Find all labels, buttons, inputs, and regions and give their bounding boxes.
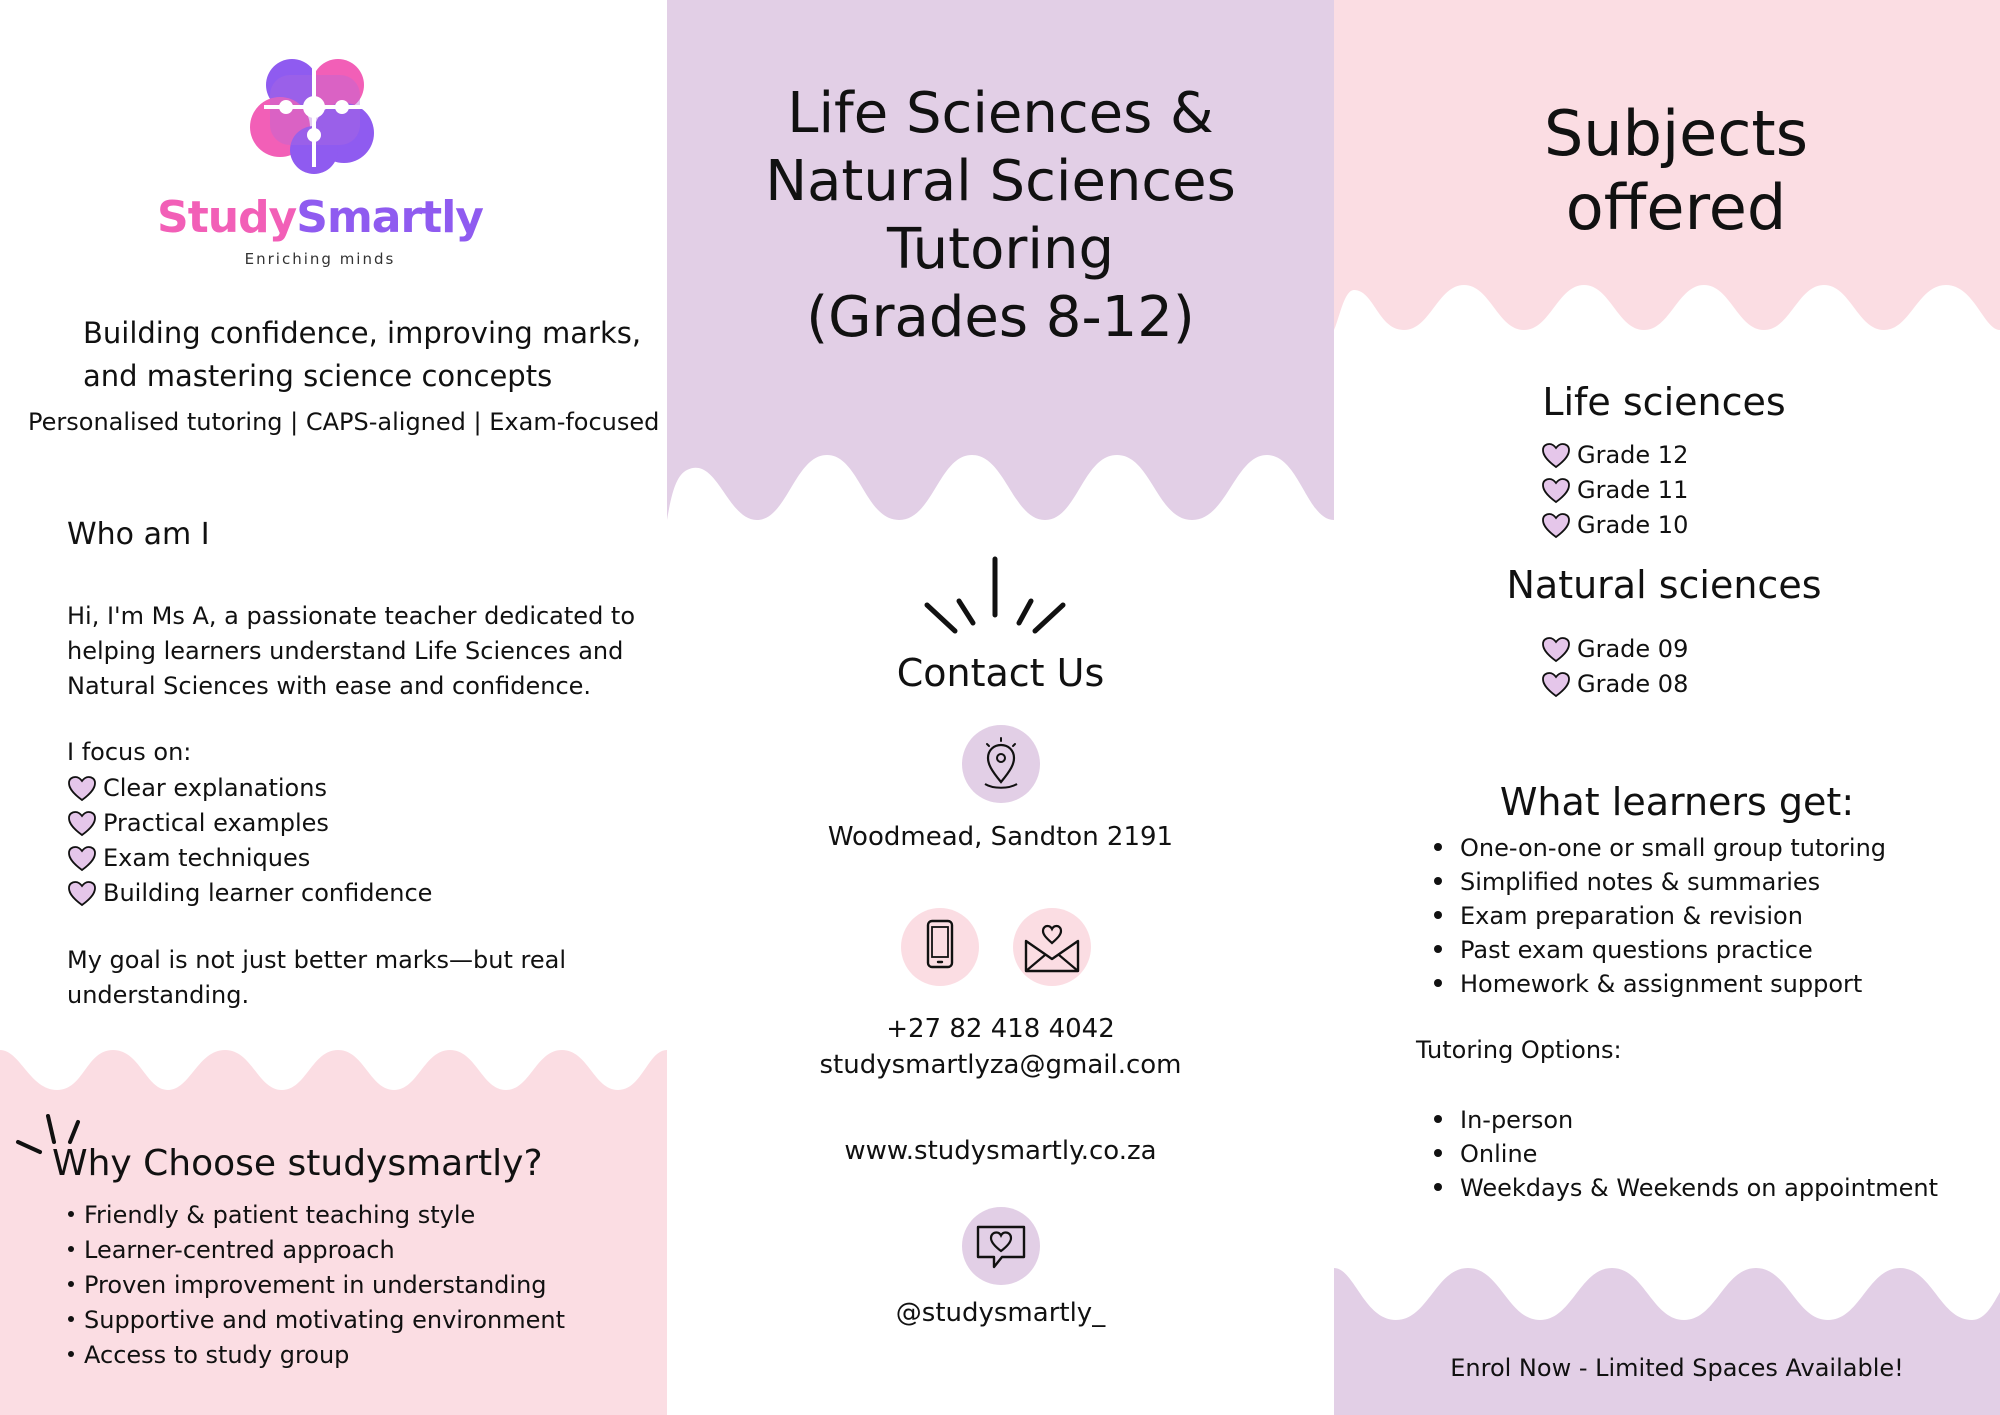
why-choose-item-label: Access to study group	[84, 1341, 350, 1369]
website-link[interactable]: www.studysmartly.co.za	[844, 1136, 1157, 1166]
why-choose-item-label: Friendly & patient teaching style	[84, 1201, 476, 1229]
why-choose-item	[68, 1338, 565, 1373]
tutoring-option-item	[1434, 1171, 1938, 1205]
puzzle-brain-logo-icon	[240, 55, 390, 180]
goal-line: understanding.	[67, 981, 250, 1009]
tutoring-options-label: Tutoring Options:	[1416, 1036, 1622, 1064]
tutoring-option-item	[1434, 1103, 1938, 1137]
why-choose-heading: Why Choose studysmartly?	[52, 1143, 543, 1184]
heart-icon	[1541, 477, 1571, 505]
tutoring-option-item	[1434, 1137, 1938, 1171]
enrol-now-banner[interactable]: Enrol Now - Limited Spaces Available!	[1450, 1354, 1904, 1382]
contact-details	[667, 1011, 1334, 1083]
chat-icon-circle	[962, 1207, 1040, 1285]
learners-get-heading: What learners get:	[1499, 780, 1855, 824]
focus-item-label: Building learner confidence	[103, 879, 433, 907]
intro-paragraph	[67, 599, 635, 704]
brand-tagline: Enriching minds	[244, 250, 396, 268]
heart-icon	[1541, 671, 1571, 699]
heart-icon	[1541, 442, 1571, 470]
grade-label: Grade 12	[1577, 441, 1689, 469]
tutoring-option-label: In-person	[1460, 1106, 1574, 1134]
heart-icon	[67, 775, 97, 803]
email-address[interactable]: studysmartlyza@gmail.com	[819, 1050, 1182, 1080]
tutoring-option-label: Online	[1460, 1140, 1538, 1168]
learners-get-item	[1434, 933, 1886, 967]
location-icon-circle	[962, 725, 1040, 803]
main-title-line: Life Sciences &	[787, 81, 1214, 146]
learners-get-item-label: Past exam questions practice	[1460, 936, 1813, 964]
sparkle-lines-icon	[917, 555, 1077, 635]
natural-sciences-heading: Natural sciences	[1506, 563, 1822, 607]
social-handle[interactable]: @studysmartly_	[895, 1298, 1106, 1328]
subjects-title-line: offered	[1565, 171, 1787, 244]
brand-name-part2: Smartly	[296, 192, 483, 243]
learners-get-item-label: One-on-one or small group tutoring	[1460, 834, 1887, 862]
subline: Personalised tutoring | CAPS-aligned | Exam-focused	[28, 408, 660, 436]
life-sciences-heading: Life sciences	[1542, 380, 1786, 424]
goal-line: My goal is not just better marks—but real	[67, 946, 567, 974]
left-panel	[0, 0, 667, 1415]
focus-item	[67, 841, 432, 876]
grade-item	[1541, 667, 1688, 702]
heart-icon	[67, 845, 97, 873]
goal-paragraph	[67, 943, 566, 1013]
who-am-i-heading: Who am I	[67, 517, 210, 552]
focus-list	[67, 771, 432, 911]
learners-get-item	[1434, 831, 1886, 865]
tutoring-options-list	[1434, 1103, 1938, 1205]
learners-get-item	[1434, 899, 1886, 933]
focus-label: I focus on:	[67, 738, 192, 766]
main-title-line: (Grades 8-12)	[806, 285, 1195, 350]
intro-line: helping learners understand Life Sciences and	[67, 637, 624, 665]
natural-sciences-grades	[1541, 632, 1688, 702]
learners-get-item	[1434, 865, 1886, 899]
right-panel	[1334, 0, 2000, 1415]
life-sciences-grades	[1541, 438, 1688, 543]
address: Woodmead, Sandton 2191	[827, 822, 1174, 852]
learners-get-item-label: Homework & assignment support	[1460, 970, 1863, 998]
grade-item	[1541, 632, 1688, 667]
learners-get-list	[1434, 831, 1886, 1001]
why-choose-item-label: Proven improvement in understanding	[84, 1271, 547, 1299]
tutoring-option-label: Weekdays & Weekends on appointment	[1460, 1174, 1939, 1202]
focus-item	[67, 876, 432, 911]
learners-get-item	[1434, 967, 1886, 1001]
brand-name-part1: Study	[157, 192, 297, 243]
grade-item	[1541, 438, 1688, 473]
learners-get-item-label: Exam preparation & revision	[1460, 902, 1803, 930]
phone-number[interactable]: +27 82 418 4042	[886, 1014, 1115, 1044]
subjects-title	[1334, 97, 2000, 245]
heart-chat-bubble-icon	[972, 1217, 1030, 1275]
heart-icon	[1541, 636, 1571, 664]
why-choose-item	[68, 1303, 565, 1338]
heart-icon	[67, 880, 97, 908]
focus-item	[67, 806, 432, 841]
learners-get-item-label: Simplified notes & summaries	[1460, 868, 1821, 896]
why-choose-item	[68, 1233, 565, 1268]
grade-label: Grade 08	[1577, 670, 1689, 698]
subjects-title-line: Subjects	[1543, 97, 1809, 170]
email-icon-circle	[1013, 908, 1091, 986]
focus-item-label: Clear explanations	[103, 774, 327, 802]
main-title	[667, 80, 1334, 352]
grade-item	[1541, 473, 1688, 508]
headline-line1: Building confidence, improving marks,	[83, 316, 642, 350]
why-choose-item-label: Supportive and motivating environment	[84, 1306, 565, 1334]
focus-item	[67, 771, 432, 806]
why-choose-item	[68, 1268, 565, 1303]
intro-line: Hi, I'm Ms A, a passionate teacher dedicated to	[67, 602, 636, 630]
lavender-wave-footer	[1334, 1262, 2000, 1415]
intro-line: Natural Sciences with ease and confidence.	[67, 672, 592, 700]
main-title-line: Tutoring	[886, 217, 1115, 282]
grade-label: Grade 11	[1577, 476, 1689, 504]
focus-item-label: Practical examples	[103, 809, 329, 837]
grade-item	[1541, 508, 1688, 543]
why-choose-list	[68, 1198, 565, 1373]
grade-label: Grade 10	[1577, 511, 1689, 539]
contact-us-heading: Contact Us	[896, 651, 1105, 695]
mobile-phone-icon	[920, 919, 960, 975]
why-choose-item	[68, 1198, 565, 1233]
location-pin-icon	[975, 736, 1027, 792]
middle-panel	[667, 0, 1334, 1415]
grade-label: Grade 09	[1577, 635, 1689, 663]
heart-envelope-icon	[1021, 919, 1083, 975]
heart-icon	[67, 810, 97, 838]
brand-name	[150, 192, 490, 243]
headline-line2: and mastering science concepts	[83, 359, 553, 393]
main-title-line: Natural Sciences	[765, 149, 1236, 214]
why-choose-item-label: Learner-centred approach	[84, 1236, 395, 1264]
focus-item-label: Exam techniques	[103, 844, 311, 872]
heart-icon	[1541, 512, 1571, 540]
phone-icon-circle	[901, 908, 979, 986]
